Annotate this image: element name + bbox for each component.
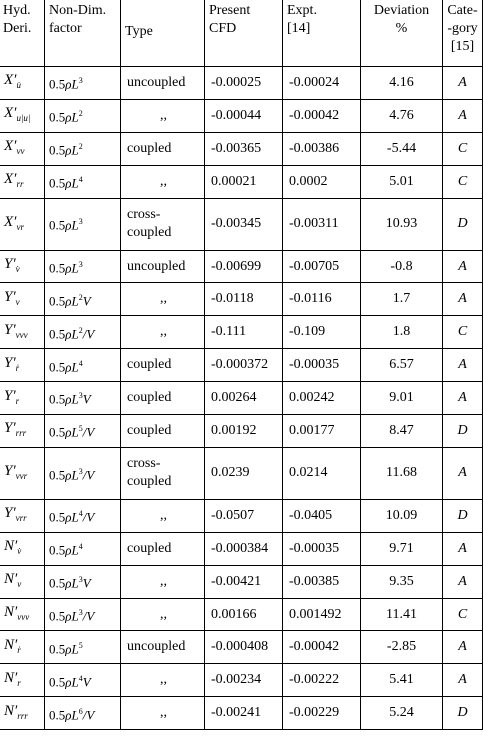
nondim-factor: [45, 631, 121, 664]
category-value: A: [443, 349, 483, 382]
derivative-symbol: [0, 532, 45, 565]
deviation-value: 9.01: [361, 382, 443, 415]
expt-value: -0.00035: [283, 532, 361, 565]
coupling-type: ,,: [121, 99, 205, 132]
table-row: [0, 382, 483, 415]
factor-exponent: 5: [78, 640, 83, 650]
cfd-value: -0.00365: [205, 132, 283, 165]
derivative-base: Y′: [4, 505, 16, 522]
expt-value: -0.00024: [283, 67, 361, 100]
factor-coefficient: 0.5: [49, 293, 66, 309]
deviation-value: 10.93: [361, 198, 443, 250]
factor-variable: ρL: [65, 706, 79, 722]
coupling-type: ,,: [121, 165, 205, 198]
derivative-symbol: [0, 198, 45, 250]
header-expt: [283, 0, 361, 67]
coupling-type: coupled: [121, 415, 205, 448]
factor-variable: ρL: [65, 293, 79, 309]
expt-value: -0.0116: [283, 283, 361, 316]
derivative-subscript: vrr: [15, 513, 27, 524]
expt-value: -0.00042: [283, 631, 361, 664]
derivative-subscript: u̇: [16, 80, 21, 91]
derivative-symbol: [0, 349, 45, 382]
factor-velocity: /V: [82, 424, 95, 440]
factor-exponent: 4: [78, 174, 83, 184]
nondim-factor: [45, 532, 121, 565]
derivative-subscript: ṙ: [15, 362, 20, 373]
table-row: [0, 198, 483, 250]
expt-value: -0.00222: [283, 664, 361, 697]
derivative-base: Y′: [4, 462, 16, 479]
factor-velocity: V: [82, 673, 91, 689]
factor-exponent: 3: [78, 259, 83, 269]
header-deri: [0, 0, 45, 67]
factor-exponent: 4: [78, 509, 83, 519]
expt-value: 0.00242: [283, 382, 361, 415]
header-deri-line1: Hyd.: [3, 3, 31, 18]
derivative-subscript: vr: [16, 221, 24, 232]
coupling-type: ,,: [121, 697, 205, 730]
table-row: [0, 565, 483, 598]
derivative-base: Y′: [4, 256, 16, 272]
derivative-subscript: v: [17, 579, 22, 590]
derivative-subscript: v̇: [17, 546, 22, 557]
table-row: [0, 697, 483, 730]
derivative-subscript: vvv: [15, 329, 28, 340]
factor-variable: ρL: [65, 575, 79, 591]
deviation-value: -0.8: [361, 250, 443, 283]
table-row: [0, 598, 483, 631]
category-value: A: [443, 99, 483, 132]
category-value: C: [443, 165, 483, 198]
derivative-symbol: [0, 67, 45, 100]
derivative-base: Y′: [4, 354, 16, 371]
coupling-type: ,,: [121, 499, 205, 532]
factor-coefficient: 0.5: [49, 109, 66, 125]
derivative-subscript: r: [17, 677, 21, 688]
derivative-symbol: [0, 499, 45, 532]
factor-variable: ρL: [65, 641, 79, 657]
nondim-factor: [45, 99, 121, 132]
header-deviation-line1: Deviation: [373, 3, 430, 18]
derivative-base: N′: [4, 636, 18, 653]
derivative-subscript: ṙ: [17, 644, 21, 655]
derivative-base: N′: [4, 571, 18, 588]
table-row: [0, 132, 483, 165]
table-row: [0, 499, 483, 532]
deviation-value: 11.68: [361, 447, 443, 499]
factor-exponent: 3: [78, 466, 83, 476]
cfd-value: -0.000372: [205, 349, 283, 382]
category-value: A: [443, 283, 483, 316]
category-value: A: [443, 664, 483, 697]
cfd-value: -0.00044: [205, 99, 283, 132]
cfd-value: -0.00421: [205, 565, 283, 598]
factor-exponent: 4: [78, 673, 83, 683]
derivative-base: X′: [4, 171, 17, 188]
header-type: Type: [121, 0, 205, 67]
factor-exponent: 3: [78, 574, 83, 584]
header-category-line2: -gory: [447, 21, 478, 36]
derivative-symbol: [0, 598, 45, 631]
deviation-value: 6.57: [361, 349, 443, 382]
factor-variable: ρL: [65, 673, 79, 689]
derivative-base: Y′: [4, 420, 16, 437]
derivative-symbol: [0, 565, 45, 598]
derivative-base: N′: [4, 702, 18, 719]
factor-exponent: 2: [78, 325, 83, 335]
header-deviation: [361, 0, 443, 67]
factor-velocity: V: [82, 293, 91, 309]
cfd-value: -0.00699: [205, 250, 283, 283]
nondim-factor: [45, 382, 121, 415]
derivative-base: Y′: [4, 321, 16, 338]
factor-exponent: 3: [78, 217, 83, 227]
cfd-value: -0.000384: [205, 532, 283, 565]
deviation-value: 10.09: [361, 499, 443, 532]
factor-exponent: 2: [78, 142, 83, 152]
coupling-type: coupled: [121, 349, 205, 382]
factor-exponent: 3: [78, 76, 83, 86]
cfd-value: -0.00234: [205, 664, 283, 697]
coupling-type: ,,: [121, 316, 205, 349]
factor-velocity: V: [82, 575, 91, 591]
table-row: [0, 283, 483, 316]
header-category: [443, 0, 483, 67]
deviation-value: 5.41: [361, 664, 443, 697]
derivative-symbol: [0, 631, 45, 664]
category-value: C: [443, 598, 483, 631]
category-value: A: [443, 67, 483, 100]
derivative-symbol: [0, 283, 45, 316]
factor-coefficient: 0.5: [49, 673, 66, 689]
coupling-type: uncoupled: [121, 631, 205, 664]
factor-coefficient: 0.5: [49, 391, 66, 407]
coupling-type: coupled: [121, 532, 205, 565]
factor-variable: ρL: [65, 175, 79, 191]
nondim-factor: [45, 349, 121, 382]
derivative-symbol: [0, 664, 45, 697]
derivative-symbol: [0, 99, 45, 132]
derivative-base: X′: [4, 138, 17, 155]
derivative-subscript: u|u|: [16, 113, 31, 124]
category-value: D: [443, 697, 483, 730]
coupling-type: ,,: [121, 664, 205, 697]
derivative-symbol: [0, 382, 45, 415]
factor-exponent: 3: [78, 391, 83, 401]
nondim-factor: [45, 598, 121, 631]
cfd-value: 0.00021: [205, 165, 283, 198]
deviation-value: 9.35: [361, 565, 443, 598]
header-row: [0, 0, 483, 67]
factor-variable: ρL: [65, 509, 79, 525]
derivative-symbol: [0, 132, 45, 165]
deviation-value: 4.76: [361, 99, 443, 132]
deviation-value: 11.41: [361, 598, 443, 631]
derivative-base: Y′: [4, 288, 16, 305]
factor-coefficient: 0.5: [49, 260, 66, 276]
factor-coefficient: 0.5: [49, 509, 66, 525]
deviation-value: 9.71: [361, 532, 443, 565]
coupling-type: coupled: [121, 132, 205, 165]
category-value: A: [443, 631, 483, 664]
category-value: D: [443, 415, 483, 448]
expt-value: -0.00705: [283, 250, 361, 283]
category-value: A: [443, 250, 483, 283]
cfd-value: 0.0239: [205, 447, 283, 499]
nondim-factor: [45, 415, 121, 448]
nondim-factor: [45, 132, 121, 165]
category-value: D: [443, 499, 483, 532]
header-deviation-line2: %: [395, 21, 408, 36]
factor-variable: ρL: [65, 542, 79, 558]
nondim-factor: [45, 198, 121, 250]
header-expt-line1: Expt.: [287, 3, 317, 18]
cfd-value: -0.00241: [205, 697, 283, 730]
factor-coefficient: 0.5: [49, 641, 66, 657]
category-value: A: [443, 565, 483, 598]
nondim-factor: [45, 283, 121, 316]
factor-velocity: /V: [82, 608, 95, 624]
table-row: [0, 316, 483, 349]
coupling-type: uncoupled: [121, 67, 205, 100]
derivative-base: X′: [4, 72, 17, 89]
factor-coefficient: 0.5: [49, 542, 66, 558]
derivative-subscript: rrr: [15, 428, 27, 439]
expt-value: 0.0214: [283, 447, 361, 499]
expt-value: -0.00035: [283, 349, 361, 382]
derivative-subscript: rr: [16, 179, 24, 190]
derivative-subscript: v̇: [15, 264, 20, 274]
coupling-type: coupled: [121, 382, 205, 415]
category-value: A: [443, 447, 483, 499]
expt-value: -0.00385: [283, 565, 361, 598]
cfd-value: 0.00192: [205, 415, 283, 448]
factor-exponent: 2: [78, 292, 83, 302]
category-value: C: [443, 316, 483, 349]
expt-value: -0.00311: [283, 198, 361, 250]
table-body: [0, 67, 483, 730]
derivative-base: N′: [4, 538, 18, 555]
nondim-factor: [45, 664, 121, 697]
expt-value: -0.0405: [283, 499, 361, 532]
cfd-value: -0.000408: [205, 631, 283, 664]
coupling-type: uncoupled: [121, 250, 205, 283]
factor-coefficient: 0.5: [49, 608, 66, 624]
factor-coefficient: 0.5: [49, 467, 66, 483]
factor-variable: ρL: [65, 109, 79, 125]
table-row: [0, 664, 483, 697]
deviation-value: -5.44: [361, 132, 443, 165]
expt-value: 0.001492: [283, 598, 361, 631]
table-row: [0, 631, 483, 664]
factor-variable: ρL: [65, 608, 79, 624]
table-row: [0, 532, 483, 565]
factor-variable: ρL: [65, 358, 79, 374]
derivative-symbol: [0, 415, 45, 448]
table-row: [0, 415, 483, 448]
coupling-type: cross-coupled: [121, 447, 205, 499]
expt-value: -0.00229: [283, 697, 361, 730]
deviation-value: 5.24: [361, 697, 443, 730]
cfd-value: -0.0118: [205, 283, 283, 316]
nondim-factor: [45, 697, 121, 730]
category-value: A: [443, 382, 483, 415]
deviation-value: 4.16: [361, 67, 443, 100]
header-factor: [45, 0, 121, 67]
table-row: [0, 349, 483, 382]
expt-value: -0.00042: [283, 99, 361, 132]
cfd-value: 0.00264: [205, 382, 283, 415]
factor-coefficient: 0.5: [49, 175, 66, 191]
nondim-factor: [45, 165, 121, 198]
factor-velocity: V: [82, 391, 91, 407]
factor-coefficient: 0.5: [49, 358, 66, 374]
derivative-symbol: [0, 697, 45, 730]
factor-coefficient: 0.5: [49, 325, 66, 341]
deviation-value: 5.01: [361, 165, 443, 198]
cfd-value: -0.00345: [205, 198, 283, 250]
expt-value: 0.0002: [283, 165, 361, 198]
factor-exponent: 4: [78, 542, 83, 552]
nondim-factor: [45, 250, 121, 283]
nondim-factor: [45, 565, 121, 598]
header-cfd: [205, 0, 283, 67]
factor-coefficient: 0.5: [49, 575, 66, 591]
table-row: [0, 165, 483, 198]
derivative-subscript: v: [15, 296, 20, 307]
factor-velocity: /V: [82, 325, 95, 341]
expt-value: -0.109: [283, 316, 361, 349]
derivative-subscript: r: [15, 395, 20, 406]
factor-exponent: 6: [78, 706, 83, 716]
deviation-value: -2.85: [361, 631, 443, 664]
cfd-value: 0.00166: [205, 598, 283, 631]
deviation-value: 1.8: [361, 316, 443, 349]
header-factor-line2: factor: [49, 21, 82, 36]
coupling-type: ,,: [121, 283, 205, 316]
table-row: [0, 250, 483, 283]
derivative-base: N′: [4, 669, 18, 686]
coupling-type: ,,: [121, 598, 205, 631]
cfd-value: -0.0507: [205, 499, 283, 532]
factor-exponent: 5: [78, 424, 83, 434]
factor-variable: ρL: [65, 424, 79, 440]
coupling-type: ,,: [121, 565, 205, 598]
header-category-line1: Cate-: [447, 3, 478, 18]
deviation-value: 8.47: [361, 415, 443, 448]
nondim-factor: [45, 67, 121, 100]
factor-variable: ρL: [65, 467, 79, 483]
cfd-value: -0.00025: [205, 67, 283, 100]
table-row: [0, 99, 483, 132]
category-value: C: [443, 132, 483, 165]
nondim-factor: [45, 499, 121, 532]
factor-variable: ρL: [65, 391, 79, 407]
header-deri-line2: Deri.: [3, 21, 32, 36]
derivative-subscript: vv: [16, 146, 25, 157]
factor-velocity: /V: [82, 706, 95, 722]
factor-variable: ρL: [65, 142, 79, 158]
expt-value: -0.00386: [283, 132, 361, 165]
factor-exponent: 3: [78, 607, 83, 617]
category-value: A: [443, 532, 483, 565]
factor-variable: ρL: [65, 217, 79, 233]
derivative-base: Y′: [4, 387, 16, 404]
factor-coefficient: 0.5: [49, 76, 66, 92]
factor-exponent: 2: [78, 109, 83, 119]
deviation-value: 1.7: [361, 283, 443, 316]
derivative-symbol: [0, 316, 45, 349]
factor-coefficient: 0.5: [49, 706, 66, 722]
derivative-base: N′: [4, 604, 18, 621]
header-category-line3: [15]: [450, 39, 475, 54]
factor-variable: ρL: [65, 260, 79, 276]
derivative-subscript: vvv: [17, 612, 30, 623]
derivative-subscript: vvr: [15, 470, 28, 481]
derivative-subscript: rrr: [17, 710, 28, 721]
derivative-symbol: [0, 250, 45, 283]
factor-velocity: /V: [82, 467, 95, 483]
derivative-symbol: [0, 165, 45, 198]
factor-velocity: /V: [82, 509, 95, 525]
derivative-base: X′: [4, 105, 17, 122]
expt-value: 0.00177: [283, 415, 361, 448]
derivative-symbol: [0, 447, 45, 499]
header-factor-line1: Non-Dim.: [49, 3, 107, 18]
nondim-factor: [45, 447, 121, 499]
factor-coefficient: 0.5: [49, 424, 66, 440]
table-row: [0, 67, 483, 100]
factor-variable: ρL: [65, 76, 79, 92]
table-row: [0, 447, 483, 499]
header-cfd-line1: Present: [209, 3, 251, 18]
coupling-type: cross-coupled: [121, 198, 205, 250]
derivative-base: X′: [4, 213, 17, 230]
nondim-factor: [45, 316, 121, 349]
factor-exponent: 4: [78, 358, 83, 368]
factor-coefficient: 0.5: [49, 142, 66, 158]
header-cfd-line2: CFD: [209, 21, 237, 36]
cfd-value: -0.111: [205, 316, 283, 349]
factor-coefficient: 0.5: [49, 217, 66, 233]
header-expt-line2: [14]: [287, 21, 311, 36]
category-value: D: [443, 198, 483, 250]
factor-variable: ρL: [65, 325, 79, 341]
